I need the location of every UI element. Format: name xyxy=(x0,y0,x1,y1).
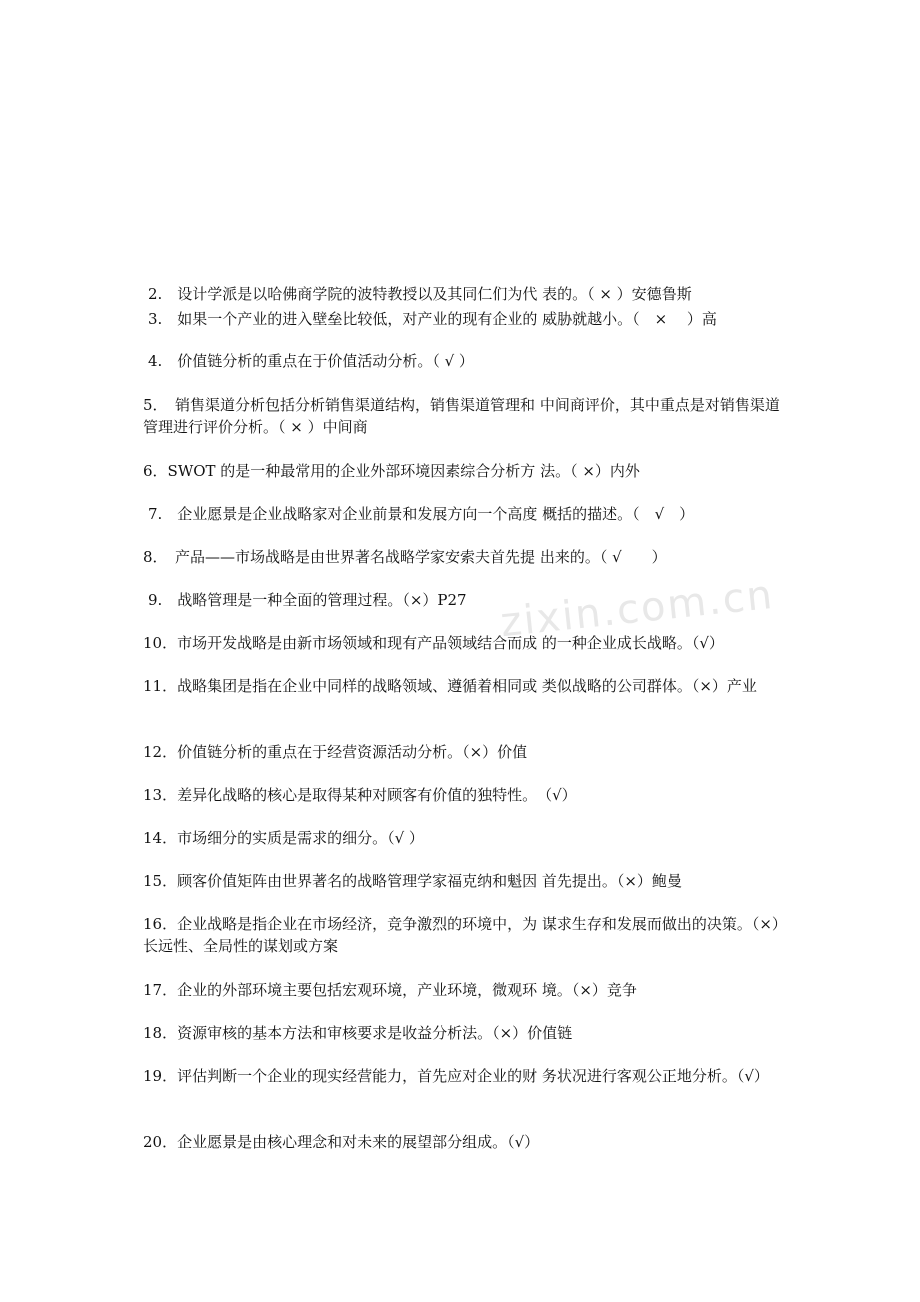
question-11: 11．战略集团是指在企业中同样的战略领域、遵循着相同或 类似战略的公司群体。（×）产业 xyxy=(143,677,757,695)
question-17: 17．企业的外部环境主要包括宏观环境，产业环境，微观环 境。（×）竞争 xyxy=(143,981,637,999)
question-3: 3. 如果一个产业的进入壁垒比较低，对产业的现有企业的 威胁就越小。（ × ）高 xyxy=(148,310,717,328)
question-4: 4. 价值链分析的重点在于价值活动分析。（ √ ） xyxy=(148,352,474,370)
question-13: 13．差异化战略的核心是取得某种对顾客有价值的独特性。 （√） xyxy=(143,786,577,804)
question-14: 14．市场细分的实质是需求的细分。（√ ） xyxy=(143,829,424,847)
question-19: 19．评估判断一个企业的现实经营能力，首先应对企业的财 务状况进行客观公正地分析。（√） xyxy=(143,1067,769,1085)
question-5: 5． 销售渠道分析包括分析销售渠道结构，销售渠道管理和 中间商评价，其中重点是对销售渠道管理进行评价分析。（ × ）中间商 xyxy=(143,396,780,436)
question-10: 10．市场开发战略是由新市场领域和现有产品领域结合而成 的一种企业成长战略。（√） xyxy=(143,634,724,652)
question-7: 7. 企业愿景是企业战略家对企业前景和发展方向一个高度 概括的描述。（ √ ） xyxy=(148,505,695,523)
question-9: 9. 战略管理是一种全面的管理过程。（×）P27 xyxy=(148,591,467,609)
question-16: 16．企业战略是指企业在市场经济，竞争激烈的环境中，为 谋求生存和发展而做出的决策。（×）长远性、全局性的谋划或方案 xyxy=(143,915,787,955)
question-20: 20．企业愿景是由核心理念和对未来的展望部分组成。（√） xyxy=(143,1133,540,1151)
question-15: 15．顾客价值矩阵由世界著名的战略管理学家福克纳和魁因 首先提出。（×）鲍曼 xyxy=(143,872,682,890)
question-8: 8． 产品——市场战略是由世界著名战略学家安索夫首先提 出来的。（ √ ） xyxy=(143,548,667,566)
question-6: 6．SWOT 的是一种最常用的企业外部环境因素综合分析方 法。（ ×）内外 xyxy=(143,462,640,480)
watermark: zixin.com.cn xyxy=(498,571,777,647)
question-2: 2. 设计学派是以哈佛商学院的波特教授以及其同仁们为代 表的。（ × ）安德鲁斯 xyxy=(148,285,692,303)
question-18: 18．资源审核的基本方法和审核要求是收益分析法。（×）价值链 xyxy=(143,1024,573,1042)
question-12: 12．价值链分析的重点在于经营资源活动分析。（×）价值 xyxy=(143,743,528,761)
